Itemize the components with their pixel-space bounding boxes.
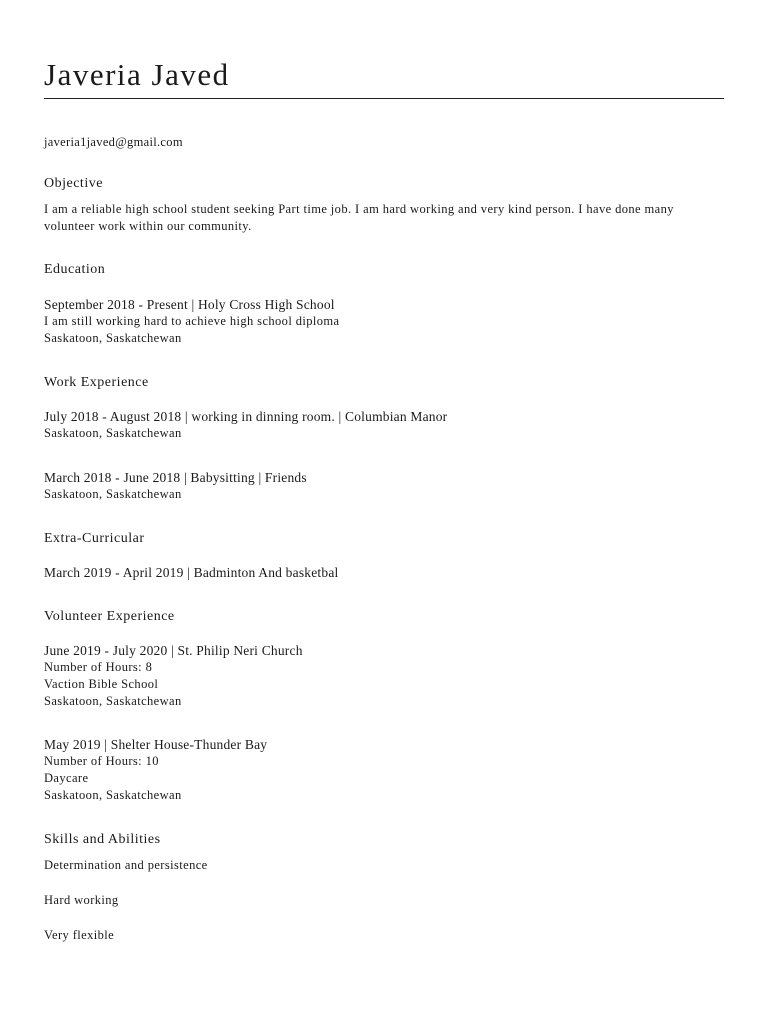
section-title-work: Work Experience <box>44 375 149 390</box>
extra-curricular-section <box>44 530 724 581</box>
extra-entry <box>44 564 724 581</box>
section-title-education: Education <box>44 262 106 277</box>
entry-role: Daycare <box>44 771 89 785</box>
candidate-name: Javeria Javed <box>44 57 230 92</box>
email-address: javeria1javed@gmail.com <box>44 135 183 149</box>
section-title-objective: Objective <box>44 176 103 191</box>
objective-text: I am a reliable high school student seeking Part time job. I am hard working and very kind person. I have done many volunteer work within our community. <box>44 202 674 233</box>
skill-item: Hard working <box>44 893 119 907</box>
entry-location: Saskatoon, Saskatchewan <box>44 694 182 708</box>
section-title-extra: Extra-Curricular <box>44 531 145 546</box>
section-title-skills: Skills and Abilities <box>44 832 161 847</box>
volunteer-entry <box>44 642 724 710</box>
work-experience-section <box>44 374 724 503</box>
entry-role: Vaction Bible School <box>44 677 159 691</box>
entry-heading: June 2019 - July 2020 | St. Philip Neri Church <box>44 643 303 658</box>
volunteer-section <box>44 608 724 804</box>
resume-page <box>44 56 724 944</box>
entry-heading: July 2018 - August 2018 | working in dinning room. | Columbian Manor <box>44 409 448 424</box>
volunteer-entry <box>44 736 724 804</box>
skill-item: Determination and persistence <box>44 858 208 872</box>
entry-location: Saskatoon, Saskatchewan <box>44 331 182 345</box>
entry-heading: March 2018 - June 2018 | Babysitting | Friends <box>44 470 307 485</box>
work-entry <box>44 408 724 442</box>
skills-section <box>44 831 724 944</box>
section-title-volunteer: Volunteer Experience <box>44 609 175 624</box>
entry-hours: Number of Hours: 8 <box>44 660 153 674</box>
entry-line: I am still working hard to achieve high school diploma <box>44 314 340 328</box>
work-entry <box>44 469 724 503</box>
entry-heading: March 2019 - April 2019 | Badminton And basketbal <box>44 565 339 580</box>
entry-hours: Number of Hours: 10 <box>44 754 159 768</box>
entry-location: Saskatoon, Saskatchewan <box>44 788 182 802</box>
entry-heading: May 2019 | Shelter House-Thunder Bay <box>44 737 268 752</box>
entry-location: Saskatoon, Saskatchewan <box>44 426 182 440</box>
entry-location: Saskatoon, Saskatchewan <box>44 487 182 501</box>
header-divider <box>44 98 724 99</box>
education-entry <box>44 296 724 347</box>
objective-section <box>44 175 724 235</box>
entry-heading: September 2018 - Present | Holy Cross High School <box>44 297 335 312</box>
skill-item: Very flexible <box>44 928 115 942</box>
education-section <box>44 261 724 347</box>
